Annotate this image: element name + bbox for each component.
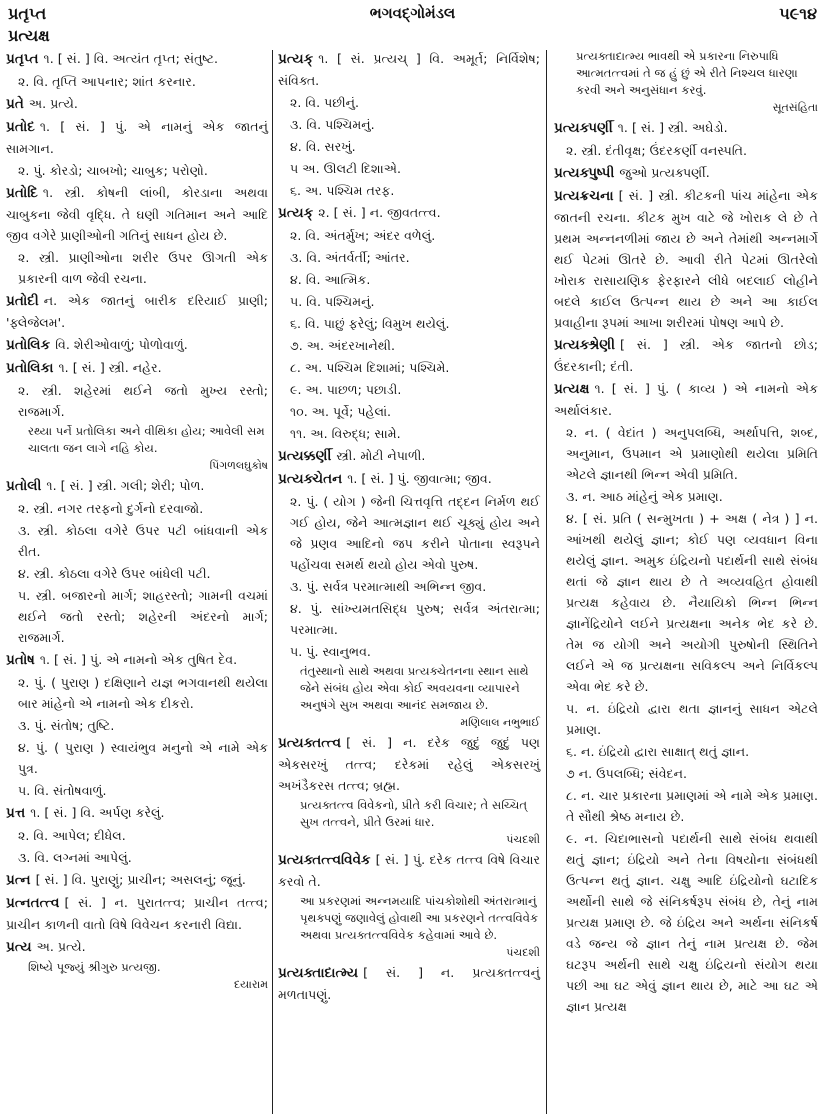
headword: પ્રત્યક્રચના xyxy=(554,188,614,204)
entry-sense xyxy=(554,785,818,827)
headword: પ્રત્ન xyxy=(6,872,31,888)
definition-text: ૧. [ સં. ] પું. ( કાવ્ય ) એ નામનો એક અર્થાલંકાર. xyxy=(554,381,818,418)
definition-text: ૧. [ સં. ] પું. એ નામનો એક તુષિત દેવ. xyxy=(39,652,238,667)
last-guide-word: પ્રત્યક્ષ xyxy=(8,26,50,45)
column-3 xyxy=(554,48,818,1018)
definition-text: ૧. [ સં. ] પું. જીવાત્મા; જીવ. xyxy=(347,471,492,486)
definition-text: ૪. વિ. આત્મિક. xyxy=(290,272,371,287)
definition-text: ૨. પું. ( યોગ ) જેની ચિત્તવૃત્તિ તદ્દન નિર્મળ થઈ ગઈ હોય, જેને આત્મજ્ઞાન થઈ ચૂક્યું હોય અને જે પ્રણવ આદિનો જપ કરીને પોતાના સ્વરૂપને પહોંચવા સમર્થ થયો હોય એવો પુરુષ. xyxy=(290,494,540,572)
entry-sense xyxy=(278,335,540,356)
entry-sense xyxy=(278,247,540,268)
definition-text: ૧. [ સં. ] પું. એ નામનું એક જાતનું સામગાન. xyxy=(6,119,268,156)
entry-sense xyxy=(278,313,540,334)
headword: પ્રત્યક્તત્ત્વ xyxy=(278,735,342,751)
citation-quote xyxy=(6,423,268,474)
dictionary-entry xyxy=(554,117,818,139)
dictionary-entry xyxy=(554,378,818,421)
definition-text: ૧. [ સં. ] વિ. અર્પણ કરેલું. xyxy=(30,805,165,820)
definition-text: ૨. પું. કોરડો; ચાબખો; ચાબુક; પરોણો. xyxy=(18,163,208,178)
quote-source: પિંગળલઘુકોષ xyxy=(209,459,268,472)
definition-text: ૨. વિ. આપેલ; દીધેલ. xyxy=(18,828,126,843)
headword: પ્રતોલી xyxy=(6,478,42,494)
entry-sense xyxy=(554,508,818,697)
dictionary-entry xyxy=(554,334,818,377)
dictionary-entry xyxy=(6,892,268,935)
entry-sense xyxy=(278,401,540,422)
headword: પ્રત્યક્ષ xyxy=(554,381,590,397)
headword: પ્રતે xyxy=(6,96,24,112)
entry-sense xyxy=(6,247,268,289)
entry-sense xyxy=(6,380,268,422)
entry-sense xyxy=(554,828,818,1017)
dictionary-entry xyxy=(6,93,268,115)
citation-quote xyxy=(278,797,540,848)
headword: પ્રત્યક્ xyxy=(278,205,314,221)
definition-text: ૧. [ સં. ] વિ. અત્યંત તૃપ્ત; સંતુષ્ટ. xyxy=(43,51,219,66)
quote-source: પંચદશી xyxy=(506,833,540,846)
headword: પ્રતોષ xyxy=(6,652,35,668)
definition-text: ૧. [ સં. ] સ્ત્રી. નહેર. xyxy=(58,360,162,375)
definition-text: ૨. સ્ત્રી. શહેરમાં થઈને જતો મુખ્ય રસ્તો; રાજમાર્ગ. xyxy=(18,383,268,419)
headword: પ્રત્યક્ચેતન xyxy=(278,471,343,487)
definition-text: ૭ ન. ઉપલબ્ધિ; સંવેદન. xyxy=(566,766,687,781)
headword: પ્રત્યક્પર્ણી xyxy=(554,120,613,136)
headword: પ્રત્યક્ xyxy=(278,51,314,67)
entry-sense xyxy=(554,698,818,740)
definition-text: [ સં. ] પું. દરેક તત્ત્વ વિષે વિચાર કરવો તે. xyxy=(278,852,540,889)
entry-sense xyxy=(278,491,540,575)
definition-text: ૧૦. અ. પૂર્વે; પહેલાં. xyxy=(290,404,392,419)
entry-sense xyxy=(278,641,540,662)
entry-sense xyxy=(6,498,268,519)
dictionary-entry xyxy=(554,162,818,184)
definition-text: ૪. વિ. સરખું. xyxy=(290,139,356,154)
definition-text: [ સં. ] ન. પુરાતત્ત્વ; પ્રાચીન તત્ત્વ; પ્રાચીન કાળની વાતો વિષે વિવેચન કરનારી વિદ્યા. xyxy=(6,895,268,932)
headword: પ્રત્યક્શ્રેણી xyxy=(554,337,616,353)
definition-text: ૩. સ્ત્રી. કોઠલા વગેરે ઉપર પટી બાંધવાની એક રીત. xyxy=(18,523,268,559)
dictionary-entry xyxy=(6,802,268,824)
entry-sense xyxy=(6,780,268,801)
definition-text: ૨. પું. ( પુરાણ ) દક્ષિણાને યજ્ઞ ભગવાનથી થયેલા બાર માંહેનો એ નામનો એક દીકરો. xyxy=(18,675,268,711)
definition-text: ૨. વિ. પછીનું. xyxy=(290,95,359,110)
dictionary-entry xyxy=(6,48,268,70)
definition-text: ૫. પું. સ્વાનુભવ. xyxy=(290,644,371,659)
quote-text: રથ્યા પર્ને પ્રતોલિકા અને વીથિકા હોય; આવેલી સમ ચાલતા જન લાગે નહિ કોય. xyxy=(28,424,265,455)
dictionary-entry xyxy=(6,649,268,671)
definition-text: [ સં. ] ન. પ્રત્યક્તત્ત્વનું મળતાપણું. xyxy=(278,965,540,1002)
definition-text: ૨. [ સં. ] ન. જીવતત્ત્વ. xyxy=(318,205,441,220)
definition-text: ૭. અ. અંદરખાનેથી. xyxy=(290,338,395,353)
entry-sense xyxy=(6,847,268,868)
entry-sense xyxy=(6,160,268,181)
dictionary-entry xyxy=(278,48,540,91)
definition-text: ૧. [ સં. પ્રત્યચ્ ] વિ. અમૂર્ત; નિર્વિશેષ; સંવિક્ત. xyxy=(278,51,540,88)
quote-source: પંચદશી xyxy=(506,946,540,959)
definition-text: ૪. [ સં. પ્રતિ ( સન્મુખતા ) + અક્ષ ( નેત્ર ) ] ન. આંખથી થયેલું જ્ઞાન; કોઈ પણ વ્યવધાન વિના થયેલું જ્ઞાન. અમુક ઇંદ્રિયનો પદાર્થની સાથે સંબંધ થતાં જે જ્ઞાન થાય છે તે અવ્યવહિત હોવાથી પ્રત્યક્ષ કહેવાય છે. નૈયાયિકો ભિન્ન ભિન્ન જ્ઞાનેંદ્રિયોને લઈને પ્રત્યક્ષના અનેક ભેદ કરે છે. તેમ જ યોગી અને અયોગી પુરુષોની સ્થિતિને લઈને એ જ પ્રત્યક્ષના સવિકલ્પ અને નિર્વિકલ્પ એવા ભેદ કરે છે. xyxy=(566,511,818,694)
definition-text: જુઓ પ્રત્યક્પર્ણી. xyxy=(619,165,710,180)
definition-text: ૧. [ સં. ] સ્ત્રી. અઘેડો. xyxy=(617,120,728,135)
definition-text: ૫. સ્ત્રી. બજારનો માર્ગ; શાહરસ્તો; ગામની વચમાં થઈને જતો રસ્તો; શહેરની અંદરનો માર્ગ; રાજમાર્ગ. xyxy=(18,588,268,645)
entry-sense xyxy=(278,423,540,444)
headword: પ્રતોલિક xyxy=(6,337,51,353)
definition-text: ૩. વિ. લગ્નમાં આપેલું. xyxy=(18,850,132,865)
entry-sense xyxy=(554,486,818,507)
definition-text: ૨. સ્ત્રી. પ્રાણીઓના શરીર ઉપર ઊગતી એક પ્રકારની વાળ જેવી રચના. xyxy=(18,250,268,286)
definition-text: ૮. અ. પશ્ચિમ દિશામાં; પશ્ચિમે. xyxy=(290,360,450,375)
definition-text: ૬. વિ. પાછું ફરેલું; વિમુખ થયેલું. xyxy=(290,316,450,331)
entry-sense xyxy=(278,379,540,400)
definition-text: ૪. પું. ( પુરાણ ) સ્વાયંભુવ મનુનો એ નામે એક પુત્ર. xyxy=(18,740,268,776)
entry-sense xyxy=(278,291,540,312)
definition-text: ૨. ન. ( વેદાંત ) અનુપલબ્ધિ, અર્થાપત્તિ, શબ્દ, અનુમાન, ઉપમાન એ પ્રમાણોથી થયેલા પ્રમિતિ એટલે જ્ઞાનથી ભિન્ન એવી પ્રમિતિ. xyxy=(566,425,818,482)
definition-text: ૪. પું. સાંખ્યમતસિદ્ધ પુરુષ; સર્વત્ર અંતરાત્મા; પરમાત્મા. xyxy=(290,601,540,637)
entry-sense xyxy=(278,136,540,157)
entry-sense xyxy=(554,422,818,485)
dictionary-entry xyxy=(6,334,268,356)
definition-text: ૬. ન. ઇંદ્રિયો દ્વારા સાક્ષાત્ થતું જ્ઞાન. xyxy=(566,744,750,759)
citation-quote xyxy=(278,893,540,961)
page-header xyxy=(8,4,817,48)
definition-text: [ સં. ] ન. દરેક જુદું જુદું પણ એકસરખું તત્ત્વ; દરેકમાં રહેલું એકસરખું અખંડૈકરસ તત્ત્વ; બ્રહ્મ. xyxy=(278,735,540,793)
definition-text: ૪. સ્ત્રી. કોઠલા વગેરે ઉપર બાંધેલી પટી. xyxy=(18,566,211,581)
column-2 xyxy=(278,48,540,1006)
definition-text: [ સં. ] સ્ત્રી. એક જાતનો છોડ; ઉંદરકાની; દંતી. xyxy=(554,337,818,374)
entry-sense xyxy=(6,71,268,92)
dictionary-entry xyxy=(278,849,540,892)
dictionary-entry xyxy=(6,475,268,497)
book-title: ભગવદ્ગોમંડલ xyxy=(369,4,456,22)
headword: પ્રતોદ xyxy=(6,119,35,135)
citation-quote xyxy=(554,48,818,116)
dictionary-entry xyxy=(278,962,540,1005)
entry-sense xyxy=(6,737,268,779)
page-number: ૫૯૧૪ xyxy=(779,4,817,23)
definition-text: ૬. અ. પશ્ચિમ તરફ. xyxy=(290,183,395,198)
definition-text: ૫. વિ. સંતોષવાળું. xyxy=(18,783,107,798)
definition-text: ૯. અ. પાછળ; પછાડી. xyxy=(290,382,402,397)
definition-text: ૮. ન. ચાર પ્રકારના પ્રમાણમાં એ નામે એક પ્રમાણ. તે સૌથી શ્રેષ્ઠ મનાય છે. xyxy=(566,788,818,824)
entry-sense xyxy=(278,158,540,179)
entry-sense xyxy=(554,140,818,161)
headword: પ્રતૃપ્ત xyxy=(6,51,39,67)
column-divider xyxy=(272,50,273,1114)
entry-sense xyxy=(278,269,540,290)
definition-text: ૫. ન. ઇંદ્રિયો દ્વારા થતા જ્ઞાનનું સાધન એટલે પ્રમાણ. xyxy=(566,701,818,737)
definition-text: ૨. વિ. તૃપ્તિ આપનાર; શાંત કરનાર. xyxy=(18,74,196,89)
definition-text: ૧. સ્ત્રી. કોષની લાંબી, કોરડાના અથવા ચાબુકના જેવી વૃદ્ધિ. તે ઘણી ગતિમાન અને આદિ જીવ વગેરે પ્રાણીઓની ગતિનું સાધન હોય છે. xyxy=(6,185,268,243)
quote-text: આ પ્રકરણમાં અન્નમયાદિ પાંચકોશોથી અંતરાત્માનું પૃથક્પણું જણાવેલું હોવાથી આ પ્રકરણને તત્ત્વવિવેક અથવા પ્રત્યક્તત્ત્વવિવેક કહેવામાં આવે છે. xyxy=(300,894,539,942)
entry-sense xyxy=(6,585,268,648)
entry-sense xyxy=(554,741,818,762)
headword: પ્રત્યક્તત્ત્વવિવેક xyxy=(278,852,371,868)
dictionary-entry xyxy=(278,732,540,796)
definition-text: ૧૧. અ. વિરુદ્ધ; સામે. xyxy=(290,426,401,441)
dictionary-entry xyxy=(6,357,268,379)
definition-text: વિ. શેરીઓવાળું; પોળોવાળું. xyxy=(55,337,188,352)
entry-sense xyxy=(6,672,268,714)
definition-text: [ સં. ] વિ. પુરાણું; પ્રાચીન; અસલનું; જૂનું. xyxy=(35,872,246,887)
definition-text: ૨. વિ. અંતર્મુખ; અંદર વળેલું. xyxy=(290,228,436,243)
dictionary-entry xyxy=(554,185,818,333)
definition-text: ૯. ન. ચિદાભાસનો પદાર્થની સાથે સંબંધ થવાથી થતું જ્ઞાન; ઇંદ્રિયો અને તેના વિષયોના સંબંધથી ઉત્પન્ન થતું જ્ઞાન. ચક્ષુ આદિ ઇંદ્રિયોનો ઘટાદિક અર્થોની સાથે જે સંનિકર્ષરૂપ સંબંધ છે, તેનું નામ પ્રત્યક્ષ પ્રમાણ છે. જે ઇંદ્રિય અને અર્થના સંનિકર્ષ વડે જન્ય જે જ્ઞાન તેનું નામ પ્રત્યક્ષ છે. જેમ ઘટરૂપ અર્થની સાથે ચક્ષુ ઇંદ્રિયનો સંયોગ થયા પછી આ ઘટ એવું જ્ઞાન થાય છે, માટે આ ઘટ એ જ્ઞાન પ્રત્યક્ષ xyxy=(566,831,818,1014)
definition-text: અ. પ્રત્યે. xyxy=(28,96,78,111)
quote-text: પ્રત્યક્તાદાત્મ્ય ભાવથી એ પ્રકારના નિરુપાધિ આત્મતત્ત્વમાં તે જ હું છું એ રીતે નિશ્ચલ ધારણા કરવી અને અનુસંધાન કરવું. xyxy=(576,49,798,97)
headword: પ્રતોદી xyxy=(6,293,39,309)
dictionary-entry xyxy=(6,116,268,159)
entry-sense xyxy=(278,357,540,378)
headword: પ્રત્યક્કર્ણી xyxy=(278,448,332,464)
dictionary-entry xyxy=(6,182,268,246)
headword: પ્રત્ત xyxy=(6,805,26,821)
quote-source: મણિલાલ નભુભાઈ xyxy=(460,716,540,729)
entry-sense xyxy=(554,763,818,784)
definition-text: [ સં. ] સ્ત્રી. કીટકની પાંચ માંહેના એક જાતની રચના. કીટક મુખ વાટે જે ખોરાક લે છે તે પ્રથમ અન્નનળીમાં જાય છે અને તેમાંથી અન્નમાર્ગે થઈ પેટમાં ઊતરે છે. આવી રીતે પેટમાં ઊતરેલો ખોરાક રાસાયણિક ફેરફારને લીધે બદલાઈ લોહીને બદલે કાઈલ ઉત્પન્ન થાય છે અને આ કાઈલ પ્રવાહીના રૂપમાં આખા શરીરમાં પોષણ આપે છે. xyxy=(554,188,818,330)
entry-sense xyxy=(278,598,540,640)
headword: પ્રત્નતત્ત્વ xyxy=(6,895,60,911)
definition-text: ૨. સ્ત્રી. નગર તરફનો દુર્ગનો દરવાજો. xyxy=(18,501,204,516)
citation-quote xyxy=(278,663,540,731)
definition-text: ૩. ન. આઠ માંહેનું એક પ્રમાણ. xyxy=(566,489,723,504)
headword: પ્રતોલિકા xyxy=(6,360,54,376)
definition-text: ૩. પું. સંતોષ; તુષ્ટિ. xyxy=(18,718,115,733)
definition-text: ૫ અ. ઊલટી દિશાએ. xyxy=(290,161,402,176)
column-divider xyxy=(546,50,547,1114)
entry-sense xyxy=(6,563,268,584)
entry-sense xyxy=(6,715,268,736)
headword: પ્રતોદિ xyxy=(6,185,38,201)
entry-sense xyxy=(278,576,540,597)
quote-text: પ્રત્યક્તત્ત્વ વિવેકનો, પ્રીતે કરી વિચાર; તે સચ્ચિત્ સુખ તત્ત્વને, પ્રીતે ઉરમાં ધાર. xyxy=(300,798,528,829)
definition-text: ન. એક જાતનું બારીક દરિયાઈ પ્રાણી; 'ફ્લેજેલમ'. xyxy=(6,293,268,330)
headword: પ્રત્યક્તાદાત્મ્ય xyxy=(278,965,359,981)
entry-sense xyxy=(278,225,540,246)
entry-sense xyxy=(278,180,540,201)
quote-text: તંતુસ્થાનો સાથે અથવા પ્રત્યક્ચેતનના સ્થાન સાથે જેને સંબંધ હોય એવા કોઈ અવયવના વ્યાપારને અનુષંગે સુખ અથવા આનંદ સમજાય છે. xyxy=(300,664,529,712)
quote-text: શિષ્યે પૂજ્યું શ્રીગુરુ પ્રત્યજી. xyxy=(28,960,161,974)
citation-quote xyxy=(6,959,268,993)
dictionary-entry xyxy=(6,290,268,333)
definition-text: ૩. વિ. અંતર્વર્તી; આંતર. xyxy=(290,250,410,265)
dictionary-entry xyxy=(6,936,268,958)
dictionary-entry xyxy=(278,202,540,224)
column-1 xyxy=(6,48,268,994)
quote-source: દયારામ xyxy=(233,978,268,991)
definition-text: સ્ત્રી. મોટી નેપાળી. xyxy=(336,448,426,463)
first-guide-word: પ્રતૃપ્ત xyxy=(8,4,47,23)
entry-sense xyxy=(278,114,540,135)
definition-text: ૨. સ્ત્રી. દંતીવૃક્ષ; ઉંદરકર્ણી વનસ્પતિ. xyxy=(566,143,748,158)
headword: પ્રત્યક્પુષ્પી xyxy=(554,165,615,181)
entry-sense xyxy=(278,92,540,113)
headword: પ્રત્ય xyxy=(6,939,32,955)
definition-text: અ. પ્રત્યે. xyxy=(36,939,86,954)
dictionary-entry xyxy=(278,445,540,467)
definition-text: ૩. વિ. પશ્ચિમનું. xyxy=(290,117,375,132)
definition-text: ૫. વિ. પશ્ચિમનું. xyxy=(290,294,375,309)
dictionary-entry xyxy=(6,869,268,891)
quote-source: સૂતસંહિતા xyxy=(772,101,818,114)
entry-sense xyxy=(6,520,268,562)
definition-text: ૩. પું. સર્વત્ર પરમાત્માથી અભિન્ન જીવ. xyxy=(290,579,487,594)
definition-text: ૧. [ સં. ] સ્ત્રી. ગલી; શેરી; પોળ. xyxy=(46,478,205,493)
dictionary-entry xyxy=(278,468,540,490)
entry-sense xyxy=(6,825,268,846)
